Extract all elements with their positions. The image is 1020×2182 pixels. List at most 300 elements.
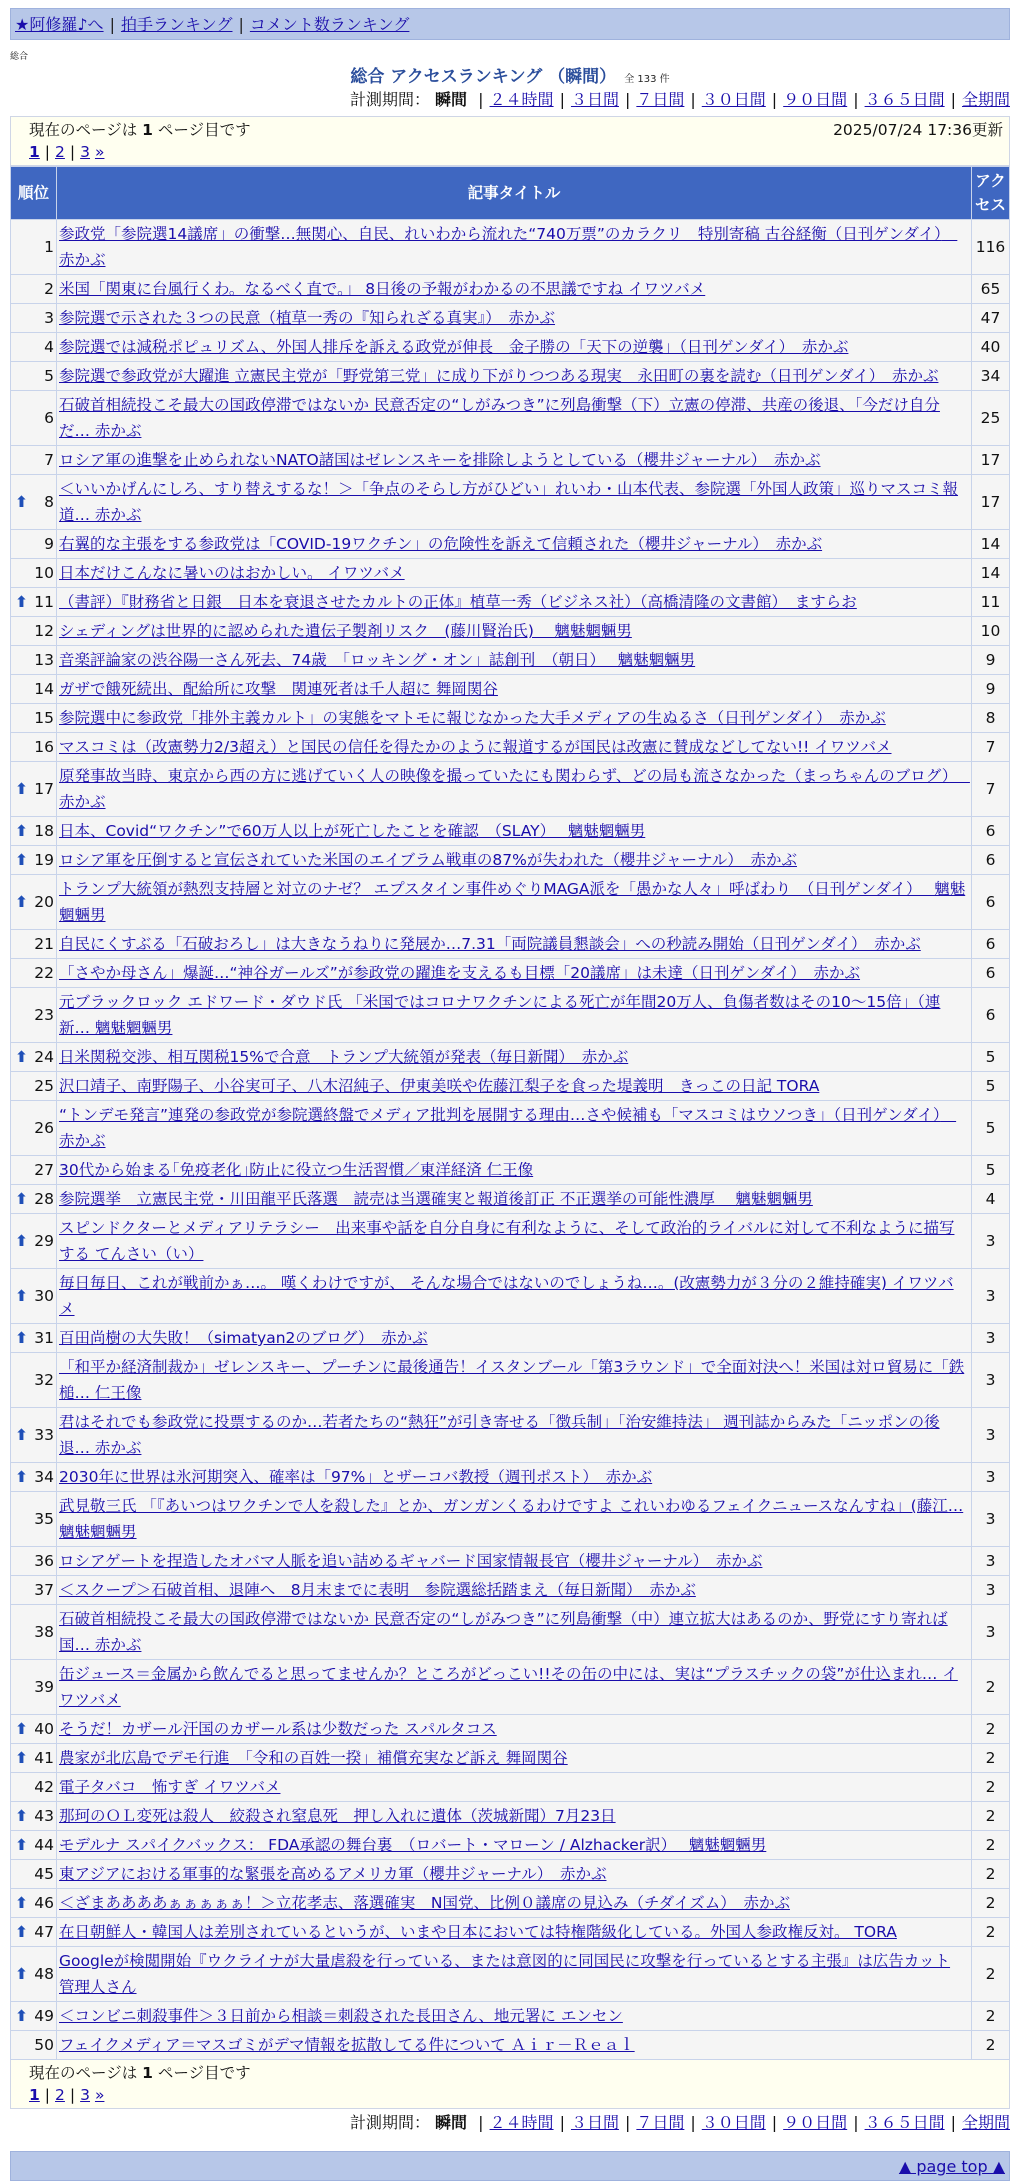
period-links [472, 2113, 1010, 2132]
title-cell [57, 1831, 972, 1860]
rank-number: 46 [34, 1894, 54, 1912]
access-count: 3 [972, 1324, 1010, 1353]
rank-cell [11, 1214, 57, 1269]
period-current: 瞬間 [435, 90, 468, 109]
article-link[interactable]: 日本、Covid“ワクチン”で60万人以上が死亡したことを確認 （SLAY） 魑魅魍魎男 [59, 822, 646, 840]
rank-up-arrow-icon: ⬆ [15, 893, 28, 911]
title-cell [57, 1043, 972, 1072]
period-separator: | [950, 2113, 956, 2132]
period-link[interactable]: ７日間 [636, 2113, 685, 2132]
title-cell [57, 559, 972, 588]
rank-cell [11, 1773, 57, 1802]
period-link[interactable]: ７日間 [636, 90, 685, 109]
title-cell [57, 1947, 972, 2002]
rank-number: 9 [44, 535, 54, 553]
rank-cell [11, 1889, 57, 1918]
article-link[interactable]: ＜ざまああああぁぁぁぁぁ！＞立花孝志、落選確実 N国党、比例０議席の見込み（チダイズム） 赤かぶ [59, 1894, 790, 1912]
access-count: 6 [972, 930, 1010, 959]
article-link[interactable]: 日本だけこんなに暑いのはおかしい。 イワツバメ [59, 564, 405, 582]
title-cell [57, 2002, 972, 2031]
rank-up-arrow-icon: ⬆ [15, 851, 28, 869]
article-link[interactable]: ＜スクープ＞石破首相、退陣へ 8月末までに表明 参院選総括踏まえ（毎日新聞） 赤かぶ [59, 1581, 696, 1599]
rank-cell [11, 1101, 57, 1156]
article-link[interactable]: 2030年に世界は氷河期突入、確率は「97%」とザーコバ教授（週刊ポスト） 赤かぶ [59, 1468, 653, 1486]
rank-cell [11, 1947, 57, 2002]
page [10, 0, 1010, 2181]
rank-cell [11, 1660, 57, 1715]
table-row [11, 930, 1010, 959]
rank-number: 16 [34, 738, 54, 756]
table-row [11, 1605, 1010, 1660]
article-link[interactable]: 那珂のＯＬ変死は殺人 絞殺され窒息死 押し入れに遺体（茨城新聞）7月23日 [59, 1807, 616, 1825]
access-count: 6 [972, 959, 1010, 988]
rank-cell [11, 304, 57, 333]
rank-up-arrow-icon: ⬆ [15, 1287, 28, 1305]
rank-cell [11, 530, 57, 559]
access-count: 5 [972, 1072, 1010, 1101]
access-count: 2 [972, 1831, 1010, 1860]
period-separator: | [559, 90, 565, 109]
article-link[interactable]: 参政党「参院選14議席」の衝撃…無関心、自民、れいわから流れた“740万票”のカラクリ 特別寄稿 古谷経衡（日刊ゲンダイ） 赤かぶ [59, 225, 958, 269]
title-cell [57, 646, 972, 675]
rank-number: 27 [34, 1161, 54, 1179]
article-link[interactable]: ロシア軍を圧倒すると宣伝されていた米国のエイブラム戦車の87%が失われた（櫻井ジャーナル） 赤かぶ [59, 851, 797, 869]
access-count: 47 [972, 304, 1010, 333]
table-row [11, 475, 1010, 530]
rank-number: 47 [34, 1923, 54, 1941]
title-cell [57, 1744, 972, 1773]
access-count: 25 [972, 391, 1010, 446]
rank-cell [11, 362, 57, 391]
rank-number: 45 [34, 1865, 54, 1883]
title-cell [57, 475, 972, 530]
rank-up-arrow-icon: ⬆ [15, 1048, 28, 1066]
rank-cell [11, 846, 57, 875]
article-link[interactable]: 原発事故当時、東京から西の方に逃げていく人の映像を撮っていたにも関わらず、どの局も流さなかった（まっちゃんのブログ） 赤かぶ [59, 767, 970, 811]
rank-number: 13 [34, 651, 54, 669]
article-link[interactable]: マスコミは（改憲勢力2/3超え）と国民の信任を得たかのように報道するが国民は改憲に賛成などしてない!! イワツバメ [59, 738, 892, 756]
period-separator: | [853, 2113, 859, 2132]
article-link[interactable]: ロシア軍の進撃を止められないNATO諸国はゼレンスキーを排除しようとしている（櫻井ジャーナル） 赤かぶ [59, 451, 821, 469]
table-row [11, 1831, 1010, 1860]
title-cell [57, 588, 972, 617]
rank-cell [11, 2031, 57, 2060]
rank-number: 12 [34, 622, 54, 640]
article-link[interactable]: スピンドクターとメディアリテラシー 出来事や話を自分自身に有利なように、そして政治的ライバルに対して不利なように描写する てんさい（い） [59, 1219, 955, 1263]
next-page-link[interactable]: » [94, 143, 105, 161]
access-count: 6 [972, 846, 1010, 875]
rank-cell [11, 675, 57, 704]
rank-up-arrow-icon: ⬆ [15, 1232, 28, 1250]
access-count: 11 [972, 588, 1010, 617]
title-cell [57, 333, 972, 362]
period-separator: | [853, 90, 859, 109]
rank-number: 14 [34, 680, 54, 698]
access-count: 5 [972, 1156, 1010, 1185]
article-link[interactable]: フェイクメディア＝マスゴミがデマ情報を拡散してる件について Ａｉｒ－Ｒｅａｌ [59, 2036, 635, 2054]
access-count: 3 [972, 1492, 1010, 1547]
rank-cell [11, 988, 57, 1043]
page-link-1[interactable]: 1 [29, 2086, 40, 2104]
article-link[interactable]: 右翼的な主張をする参政党は「COVID-19ワクチン」の危険性を訴えて信頼された（櫻井ジャーナル） 赤かぶ [59, 535, 823, 553]
title-cell [57, 1353, 972, 1408]
access-count: 14 [972, 530, 1010, 559]
table-row [11, 588, 1010, 617]
rank-number: 40 [34, 1720, 54, 1738]
rank-number: 23 [34, 1006, 54, 1024]
access-count: 6 [972, 875, 1010, 930]
current-page-text: 現在のページは 1 ページ目です [29, 2064, 251, 2082]
title-cell [57, 1773, 972, 1802]
article-link[interactable]: トランプ大統領が熱烈支持層と対立のナゼ？ エプスタイン事件めぐりMAGA派を「愚かな人々」呼ばわり （日刊ゲンダイ） 魑魅魍魎男 [59, 880, 966, 924]
article-link[interactable]: 音楽評論家の渋谷陽一さん死去、74歳 「ロッキング・オン」誌創刊 （朝日） 魑魅魍魎男 [59, 651, 696, 669]
table-row [11, 1547, 1010, 1576]
access-count: 2 [972, 2002, 1010, 2031]
rank-number: 6 [44, 409, 54, 427]
period-separator: | [771, 2113, 778, 2132]
period-link[interactable]: ２４時間 [489, 2113, 554, 2132]
table-row [11, 1185, 1010, 1214]
rank-cell [11, 733, 57, 762]
article-link[interactable]: ＜いいかげんにしろ、すり替えするな！＞「争点のそらし方がひどい」れいわ・山本代表、参院選「外国人政策」巡りマスコミ報道… 赤かぶ [59, 480, 959, 524]
table-row [11, 2031, 1010, 2060]
period-link[interactable]: ９０日間 [783, 90, 848, 109]
rank-number: 11 [34, 593, 54, 611]
table-row [11, 733, 1010, 762]
table-row [11, 1889, 1010, 1918]
rank-number: 2 [44, 280, 54, 298]
page-link-3[interactable]: 3 [80, 143, 91, 161]
access-count: 2 [972, 1889, 1010, 1918]
rank-number: 7 [44, 451, 54, 469]
rank-number: 26 [34, 1119, 54, 1137]
article-link[interactable]: 「さやか母さん」爆誕…“神谷ガールズ”が参政党の躍進を支えるも目標「20議席」は未達（日刊ゲンダイ） 赤かぶ [59, 964, 861, 982]
article-link[interactable]: 自民にくすぶる「石破おろし」は大きなうねりに発展か…7.31「両院議員懇談会」への秒読み開始（日刊ゲンダイ） 赤かぶ [59, 935, 921, 953]
period-separator: | [478, 2113, 484, 2132]
rank-cell [11, 1463, 57, 1492]
article-link[interactable]: 「和平か経済制裁か」ゼレンスキー、プーチンに最後通告！イスタンブール「第3ラウンド」で全面対決へ！米国は対ロ貿易に「鉄槌… 仁王像 [59, 1358, 965, 1402]
table-row [11, 1269, 1010, 1324]
rank-up-arrow-icon: ⬆ [15, 1190, 28, 1208]
page-link-2[interactable]: 2 [55, 143, 65, 161]
period-link[interactable]: ３日間 [570, 90, 619, 109]
rank-number: 30 [34, 1287, 54, 1305]
title-cell [57, 1802, 972, 1831]
period-link[interactable]: ９０日間 [783, 2113, 848, 2132]
rank-cell [11, 1802, 57, 1831]
table-row [11, 617, 1010, 646]
title-cell [57, 1860, 972, 1889]
table-row [11, 559, 1010, 588]
rank-up-arrow-icon: ⬆ [15, 1836, 28, 1854]
rank-cell [11, 1156, 57, 1185]
access-count: 17 [972, 446, 1010, 475]
table-row [11, 1576, 1010, 1605]
table-row [11, 646, 1010, 675]
rank-up-arrow-icon: ⬆ [15, 1749, 28, 1767]
rank-up-arrow-icon: ⬆ [15, 493, 28, 511]
rank-cell [11, 617, 57, 646]
rank-up-arrow-icon: ⬆ [15, 1965, 28, 1983]
article-link[interactable]: 米国「関東に台風行くわ。なるべく直で。」 8日後の予報がわかるの不思議ですね イワツバメ [59, 280, 706, 298]
table-row [11, 1214, 1010, 1269]
article-link[interactable]: 日米関税交渉、相互関税15%で合意 トランプ大統領が発表（毎日新聞） 赤かぶ [59, 1048, 629, 1066]
rank-up-arrow-icon: ⬆ [15, 1426, 28, 1444]
title-cell [57, 1072, 972, 1101]
title-cell [57, 1156, 972, 1185]
title-cell [57, 733, 972, 762]
access-count: 3 [972, 1547, 1010, 1576]
table-row [11, 1101, 1010, 1156]
period-current: 瞬間 [435, 2113, 468, 2132]
rank-up-arrow-icon: ⬆ [15, 1720, 28, 1738]
article-link[interactable]: シェディングは世界的に認められた遺伝子製剤リスク (藤川賢治氏) 魑魅魍魎男 [59, 622, 632, 640]
article-link[interactable]: ガザで餓死続出、配給所に攻撃 関連死者は千人超に 舞岡関谷 [59, 680, 498, 698]
pager-separator: | [69, 2086, 76, 2104]
article-link[interactable]: モデルナ スパイクバックス： FDA承認の舞台裏 （ロバート・マローン / Alzhacker訳） 魑魅魍魎男 [59, 1836, 767, 1854]
article-link[interactable]: 電子タバコ 怖すぎ イワツバメ [59, 1778, 281, 1796]
rank-number: 43 [34, 1807, 54, 1825]
rank-number: 3 [44, 309, 54, 327]
title-cell [57, 362, 972, 391]
period-selector-top [10, 88, 1010, 112]
access-count: 7 [972, 733, 1010, 762]
rank-cell [11, 446, 57, 475]
table-row [11, 1408, 1010, 1463]
article-link[interactable]: 在日朝鮮人・韓国人は差別されているというが、いまや日本においては特権階級化している。外国人参政権反対。 TORA [59, 1923, 897, 1941]
rank-up-arrow-icon: ⬆ [15, 780, 28, 798]
title-cell [57, 704, 972, 733]
title-cell [57, 1715, 972, 1744]
article-link[interactable]: 君はそれでも参政党に投票するのか…若者たちの“熱狂”が引き寄せる「徴兵制」「治安維持法」 週刊誌からみた「ニッポンの後退… 赤かぶ [59, 1413, 940, 1457]
rank-cell [11, 704, 57, 733]
title-cell [57, 1324, 972, 1353]
period-separator: | [624, 90, 631, 109]
rank-number: 44 [34, 1836, 54, 1854]
title-cell [57, 1918, 972, 1947]
pager-links [29, 141, 1003, 163]
rank-cell [11, 1831, 57, 1860]
access-count: 2 [972, 2031, 1010, 2060]
top-nav-bar [10, 8, 1010, 40]
article-link[interactable]: 参院選中に参政党「排外主義カルト」の実態をマトモに報じなかった大手メディアの生ぬるさ（日刊ゲンダイ） 赤かぶ [59, 709, 886, 727]
article-link[interactable]: 元ブラックロック エドワード・ダウド氏 「米国ではコロナワクチンによる死亡が年間20万人、負傷者数はその10～15倍」（連新… 魑魅魍魎男 [59, 993, 941, 1037]
access-count: 14 [972, 559, 1010, 588]
rank-number: 5 [44, 367, 54, 385]
title-cell [57, 959, 972, 988]
rank-header: 順位 [11, 167, 57, 220]
period-link[interactable]: ２４時間 [489, 90, 554, 109]
article-link[interactable]: 武見敬三氏 「『あいつはワクチンで人を殺した』とか、ガンガンくるわけですよ これいわゆるフェイクニュースなんすね」(藤江… 魑魅魍魎男 [59, 1497, 964, 1541]
table-row [11, 391, 1010, 446]
table-row [11, 846, 1010, 875]
title-header: 記事タイトル [57, 167, 972, 220]
home-link[interactable]: ★阿修羅♪へ [15, 15, 104, 34]
table-row [11, 988, 1010, 1043]
article-link[interactable]: 百田尚樹の大失敗！（simatyan2のブログ） 赤かぶ [59, 1329, 428, 1347]
title-cell [57, 1185, 972, 1214]
period-link[interactable]: ３０日間 [701, 2113, 766, 2132]
title-cell [57, 391, 972, 446]
rank-number: 28 [34, 1190, 54, 1208]
period-link[interactable]: ３日間 [570, 2113, 619, 2132]
period-separator: | [690, 90, 696, 109]
rank-up-arrow-icon: ⬆ [15, 1329, 28, 1347]
rank-number: 34 [34, 1468, 54, 1486]
rank-number: 38 [34, 1623, 54, 1641]
period-selector-bottom [10, 2111, 1010, 2135]
article-link[interactable]: 缶ジュース＝金属から飲んでると思ってませんか？ところがどっこい!!その缶の中には、実は“プラスチックの袋”が仕込まれ… イワツバメ [59, 1665, 958, 1709]
rank-cell [11, 2002, 57, 2031]
rank-cell [11, 1605, 57, 1660]
rank-number: 35 [34, 1510, 54, 1528]
table-row [11, 1802, 1010, 1831]
title-cell [57, 275, 972, 304]
title-cell [57, 762, 972, 817]
access-count: 65 [972, 275, 1010, 304]
comment-ranking-link[interactable]: コメント数ランキング [249, 15, 410, 34]
access-count: 6 [972, 988, 1010, 1043]
article-link[interactable]: 東アジアにおける軍事的な緊張を高めるアメリカ軍（櫻井ジャーナル） 赤かぶ [59, 1865, 607, 1883]
table-row [11, 1492, 1010, 1547]
access-count: 2 [972, 1802, 1010, 1831]
article-link[interactable]: 参院選で参政党が大躍進 立憲民主党が「野党第三党」に成り下がりつつある現実 永田町の裏を読む（日刊ゲンダイ） 赤かぶ [59, 367, 939, 385]
rank-cell [11, 1353, 57, 1408]
title-cell [57, 1660, 972, 1715]
title-cell [57, 1889, 972, 1918]
rank-cell [11, 1744, 57, 1773]
article-link[interactable]: 参院選挙 立憲民主党・川田龍平氏落選 読売は当選確実と報道後訂正 不正選挙の可能性濃厚 魑魅魍魎男 [59, 1190, 813, 1208]
page-link-3[interactable]: 3 [80, 2086, 91, 2104]
rank-up-arrow-icon: ⬆ [15, 1894, 28, 1912]
period-link[interactable]: ３０日間 [701, 90, 766, 109]
rank-number: 15 [34, 709, 54, 727]
table-row [11, 275, 1010, 304]
table-row [11, 1324, 1010, 1353]
clap-ranking-link[interactable]: 拍手ランキング [120, 15, 233, 34]
rank-cell [11, 1269, 57, 1324]
article-link[interactable]: そうだ！カザール汗国のカザール系は少数だった スパルタコス [59, 1720, 497, 1738]
title-cell [57, 930, 972, 959]
article-link[interactable]: Googleが検閲開始『ウクライナが大量虐殺を行っている、または意図的に同国民に攻撃を行っているとする主張』は広告カット 管理人さん [59, 1952, 951, 1996]
rank-cell [11, 875, 57, 930]
period-link[interactable]: 全期間 [961, 90, 1010, 109]
pager-separator: | [69, 143, 76, 161]
title-cell [57, 220, 972, 275]
ranking-table [10, 166, 1010, 2060]
table-row [11, 304, 1010, 333]
period-separator: | [690, 2113, 696, 2132]
rank-number: 42 [34, 1778, 54, 1796]
period-link[interactable]: ３６５日間 [864, 90, 945, 109]
table-row [11, 2002, 1010, 2031]
access-count: 34 [972, 362, 1010, 391]
rank-cell [11, 762, 57, 817]
rank-cell [11, 1492, 57, 1547]
table-row [11, 333, 1010, 362]
rank-cell [11, 1918, 57, 1947]
article-link[interactable]: 参院選で示された３つの民意（植草一秀の『知られざる真実』） 赤かぶ [59, 309, 556, 327]
rank-up-arrow-icon: ⬆ [15, 1468, 28, 1486]
rank-number: 1 [44, 238, 54, 256]
rank-number: 19 [34, 851, 54, 869]
article-link[interactable]: （書評）『財務省と日銀 日本を衰退させたカルトの正体』植草一秀（ビジネス社）（高橋清隆の文書館） ますらお [59, 593, 857, 611]
access-count: 3 [972, 1576, 1010, 1605]
access-count: 2 [972, 1744, 1010, 1773]
title-cell [57, 675, 972, 704]
rank-number: 8 [44, 493, 54, 511]
page-link-2[interactable]: 2 [55, 2086, 65, 2104]
rank-up-arrow-icon: ⬆ [15, 1923, 28, 1941]
article-link[interactable]: “トンデモ発言”連発の参政党が参院選終盤でメディア批判を展開する理由…さや候補も「マスコミはウソつき」（日刊ゲンダイ） 赤かぶ [59, 1106, 957, 1150]
ranking-rows [11, 220, 1010, 2060]
article-link[interactable]: 石破首相続投こそ最大の国政停滞ではないか 民意否定の“しがみつき”に列島衝撃（中）連立拡大はあるのか、野党にすり寄れば国… 赤かぶ [59, 1610, 948, 1654]
access-count: 3 [972, 1214, 1010, 1269]
access-count: 7 [972, 762, 1010, 817]
rank-cell [11, 1408, 57, 1463]
table-row [11, 1463, 1010, 1492]
nav-separator: | [109, 15, 115, 34]
access-count: 2 [972, 1715, 1010, 1744]
period-label: 計測期間： [349, 2113, 430, 2132]
table-row [11, 1947, 1010, 2002]
article-link[interactable]: 毎日毎日、これが戦前かぁ…。 嘆くわけですが、 そんな場合ではないのでしょうね…。(改憲勢力が３分の２維持確実) イワツバメ [59, 1274, 954, 1318]
article-link[interactable]: 沢口靖子、南野陽子、小谷実可子、八木沼純子、伊東美咲や佐藤江梨子を食った堤義明 きっこの日記 TORA [59, 1077, 820, 1095]
access-count: 8 [972, 704, 1010, 733]
rank-number: 37 [34, 1581, 54, 1599]
article-link[interactable]: 30代から始まる｢免疫老化｣防止に役立つ生活習慣／東洋経済 仁王像 [59, 1161, 534, 1179]
rank-cell [11, 588, 57, 617]
rank-up-arrow-icon: ⬆ [15, 593, 28, 611]
article-link[interactable]: ＜コンビニ刺殺事件＞３日前から相談＝刺殺された長田さん、地元署に エンセン [59, 2007, 623, 2025]
period-separator: | [624, 2113, 631, 2132]
article-link[interactable]: 石破首相続投こそ最大の国政停滞ではないか 民意否定の“しがみつき”に列島衝撃（下）立憲の停滞、共産の後退、「今だけ自分だ… 赤かぶ [59, 396, 940, 440]
rank-cell [11, 559, 57, 588]
rank-up-arrow-icon: ⬆ [15, 822, 28, 840]
access-count: 3 [972, 1408, 1010, 1463]
table-row [11, 1043, 1010, 1072]
access-count: 6 [972, 817, 1010, 846]
rank-cell [11, 646, 57, 675]
page-top-link[interactable]: ▲ page top ▲ [898, 2157, 1005, 2176]
access-count: 2 [972, 1918, 1010, 1947]
rank-number: 39 [34, 1678, 54, 1696]
pager-links [29, 2084, 1003, 2106]
rank-cell [11, 1185, 57, 1214]
section-label: 総合 [10, 52, 29, 62]
rank-number: 22 [34, 964, 54, 982]
access-count: 3 [972, 1463, 1010, 1492]
rank-number: 32 [34, 1371, 54, 1389]
page-link-1[interactable]: 1 [29, 143, 40, 161]
period-link[interactable]: ３６５日間 [864, 2113, 945, 2132]
next-page-link[interactable]: » [94, 2086, 105, 2104]
article-link[interactable]: ロシアゲートを捏造したオバマ人脈を追い詰めるギャバード国家情報長官（櫻井ジャーナル） 赤かぶ [59, 1552, 763, 1570]
article-link[interactable]: 農家が北広島でデモ行進 「令和の百姓一揆」補償充実など訴え 舞岡関谷 [59, 1749, 568, 1767]
rank-number: 18 [34, 822, 54, 840]
rank-number: 33 [34, 1426, 54, 1444]
title-cell [57, 1269, 972, 1324]
table-row [11, 1072, 1010, 1101]
title-cell [57, 446, 972, 475]
article-link[interactable]: 参院選では減税ポピュリズム、外国人排斥を訴える政党が伸長 金子勝の「天下の逆襲」（日刊ゲンダイ） 赤かぶ [59, 338, 849, 356]
rank-cell [11, 1576, 57, 1605]
title-cell [57, 617, 972, 646]
title-cell [57, 875, 972, 930]
period-label: 計測期間： [349, 90, 430, 109]
period-link[interactable]: 全期間 [961, 2113, 1010, 2132]
footer-bar [10, 2151, 1010, 2181]
